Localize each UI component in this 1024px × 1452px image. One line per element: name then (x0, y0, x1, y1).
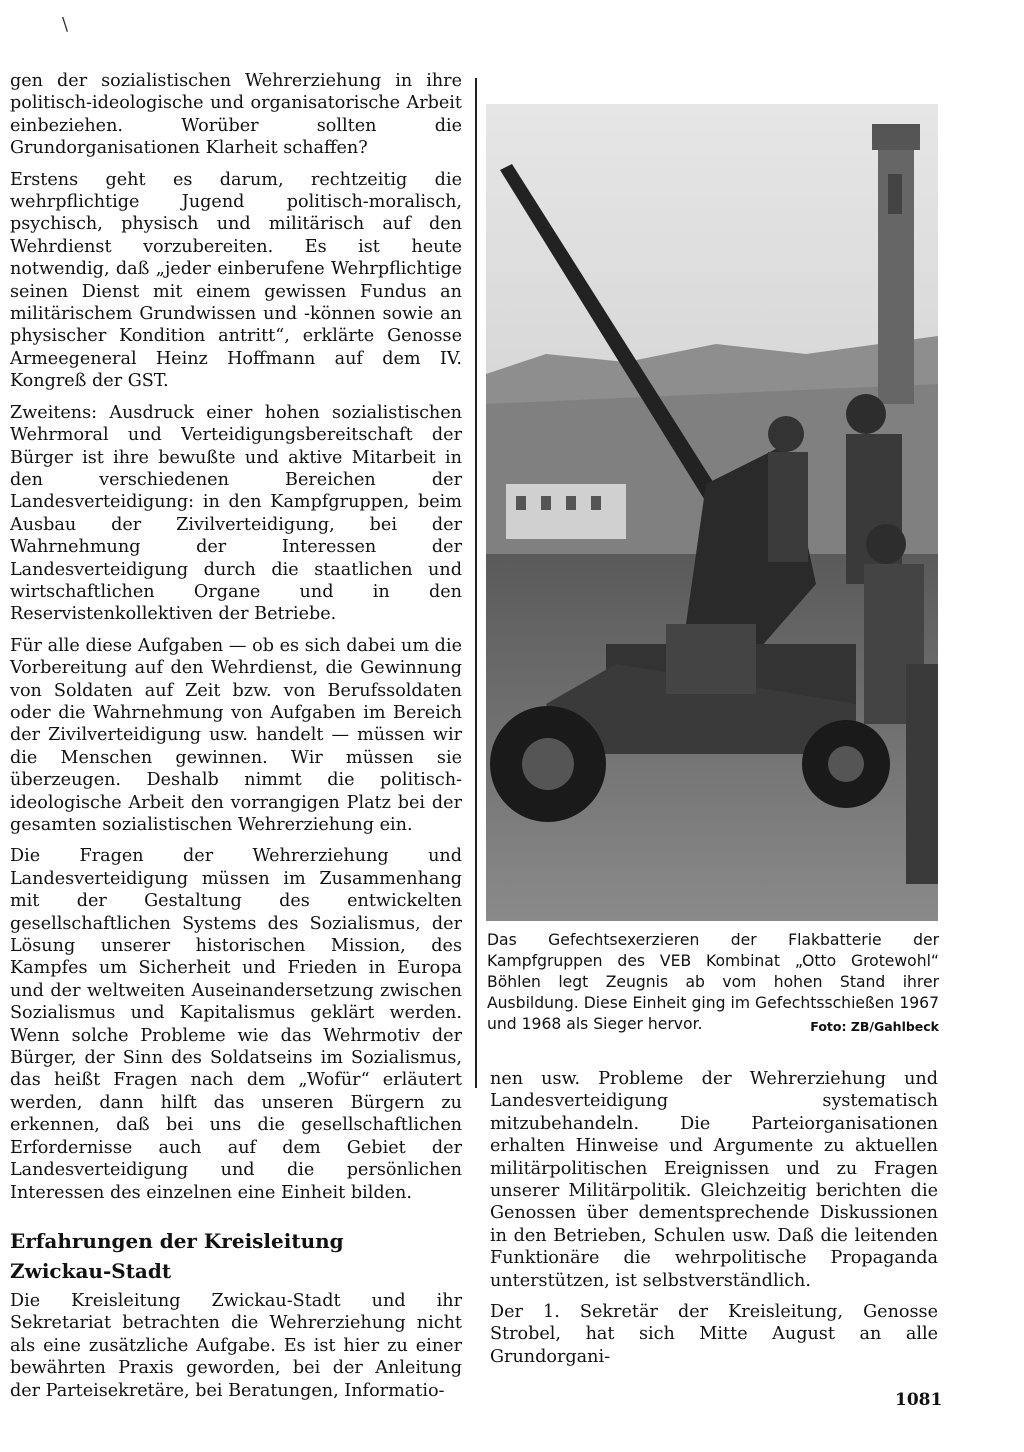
paragraph: gen der sozialistischen Wehrerziehung in ihre politisch-ideologische und organisatorische Arbeit einbeziehen. Worüber sollten die Grundorganisationen Klarheit schaffen? (10, 71, 462, 159)
section-heading-line: Erfahrungen der Kreisleitung (10, 1228, 344, 1253)
caption-text: Das Gefechtsexerzieren der Flakbatterie der Kampfgruppen des VEB Kombinat „Otto Grotewohl“ Böhlen legt Zeugnis ab vom hohen Stand ihrer Ausbildung. Diese Einheit ging im Gefechtsschießen 1967 und 1968 als Sieger hervor. (487, 931, 939, 1033)
paragraph: Die Fragen der Wehrerziehung und Landesverteidigung müssen im Zusammenhang mit der Gestaltung des entwickelten gesellschaftlichen Systems des Sozialismus, der Lösung unserer historischen Mission, des Kampfes um Sicherheit und Frieden in Europa und der weltweiten Auseinandersetzung zwischen Sozialismus und Kapitalismus geklärt werden. Wenn solche Probleme wie das Wehrmotiv der Bürger, der Sinn des Soldatseins im Sozialismus, das heißt Fragen nach dem „Wofür“ erläutert werden, dann hilft das unseren Bürgern zu erkennen, daß bei uns die gesellschaftlichen Erfordernisse auch auf dem Gebiet der Landesverteidigung und die persönlichen Interessen des einzelnen eine Einheit bilden. (10, 846, 462, 1203)
section-heading (10, 1226, 462, 1286)
paragraph: Erstens geht es darum, rechtzeitig die wehrpflichtige Jugend politisch-moralisch, psychisch, physisch und militärisch auf den Wehrdienst vorzubereiten. Es ist heute notwendig, daß „jeder einberufene Wehrpflichtige seinen Dienst mit einem gewissen Fundus an militärischem Grundwissen und -können sowie an physischer Kondition antritt“, erklärte Genosse Armeegeneral Heinz Hoffmann auf dem IV. Kongreß der GST. (10, 169, 462, 392)
column-divider (475, 78, 477, 1088)
photo-caption (487, 930, 939, 1037)
photo-credit: Foto: ZB/Gahlbeck (810, 1019, 939, 1034)
anti-aircraft-gun-photo (486, 104, 938, 921)
page-number: 1081 (895, 1390, 943, 1410)
left-column (10, 70, 462, 1411)
paragraph: Der 1. Sekretär der Kreisleitung, Genosse Strobel, hat sich Mitte August an alle Grundorgani- (490, 1302, 938, 1367)
paragraph: Zweitens: Ausdruck einer hohen sozialistischen Wehrmoral und Verteidigungsbereitschaft der Bürger ist ihre bewußte und aktive Mitarbeit in den verschiedenen Bereichen der Landesverteidigung: in den Kampfgruppen, beim Ausbau der Zivilverteidigung, bei der Wahrnehmung der Interessen der Landesverteidigung durch die staatlichen und wirtschaftlichen Organe und in den Reservistenkollektiven der Betriebe. (10, 402, 462, 625)
paragraph: nen usw. Probleme der Wehrerziehung und Landesverteidigung systematisch mitzubehandeln. Die Parteiorganisationen erhalten Hinweise und Argumente zu aktuellen militärpolitischen Ereignissen und zu Fragen unserer Militärpolitik. Gleichzeitig berichten die Genossen über dementsprechende Diskussionen in den Betrieben, Schulen usw. Daß die leitenden Funktionäre die wehrpolitische Propaganda unterstützen, ist selbstverständlich. (490, 1069, 938, 1291)
margin-mark: \ (62, 14, 69, 35)
right-column (490, 1068, 938, 1377)
paragraph: Für alle diese Aufgaben — ob es sich dabei um die Vorbereitung auf den Wehrdienst, die Gewinnung von Soldaten auf Zeit bzw. von Berufssoldaten oder die Wahrnehmung von Aufgaben im Bereich der Zivilverteidigung usw. handelt — müssen wir die Menschen gewinnen. Wir müssen sie überzeugen. Deshalb nimmt die politisch-ideologische Arbeit den vorrangigen Platz bei der gesamten sozialistischen Wehrerziehung ein. (10, 635, 462, 835)
photo-illustration (486, 104, 938, 921)
section-heading-line: Zwickau-Stadt (10, 1258, 172, 1283)
paragraph: Die Kreisleitung Zwickau-Stadt und ihr Sekretariat betrachten die Wehrerziehung nicht als eine zusätzliche Aufgabe. Es ist hier zu einer bewährten Praxis geworden, bei der Anleitung der Parteisekretäre, bei Beratungen, Informatio- (10, 1290, 462, 1401)
